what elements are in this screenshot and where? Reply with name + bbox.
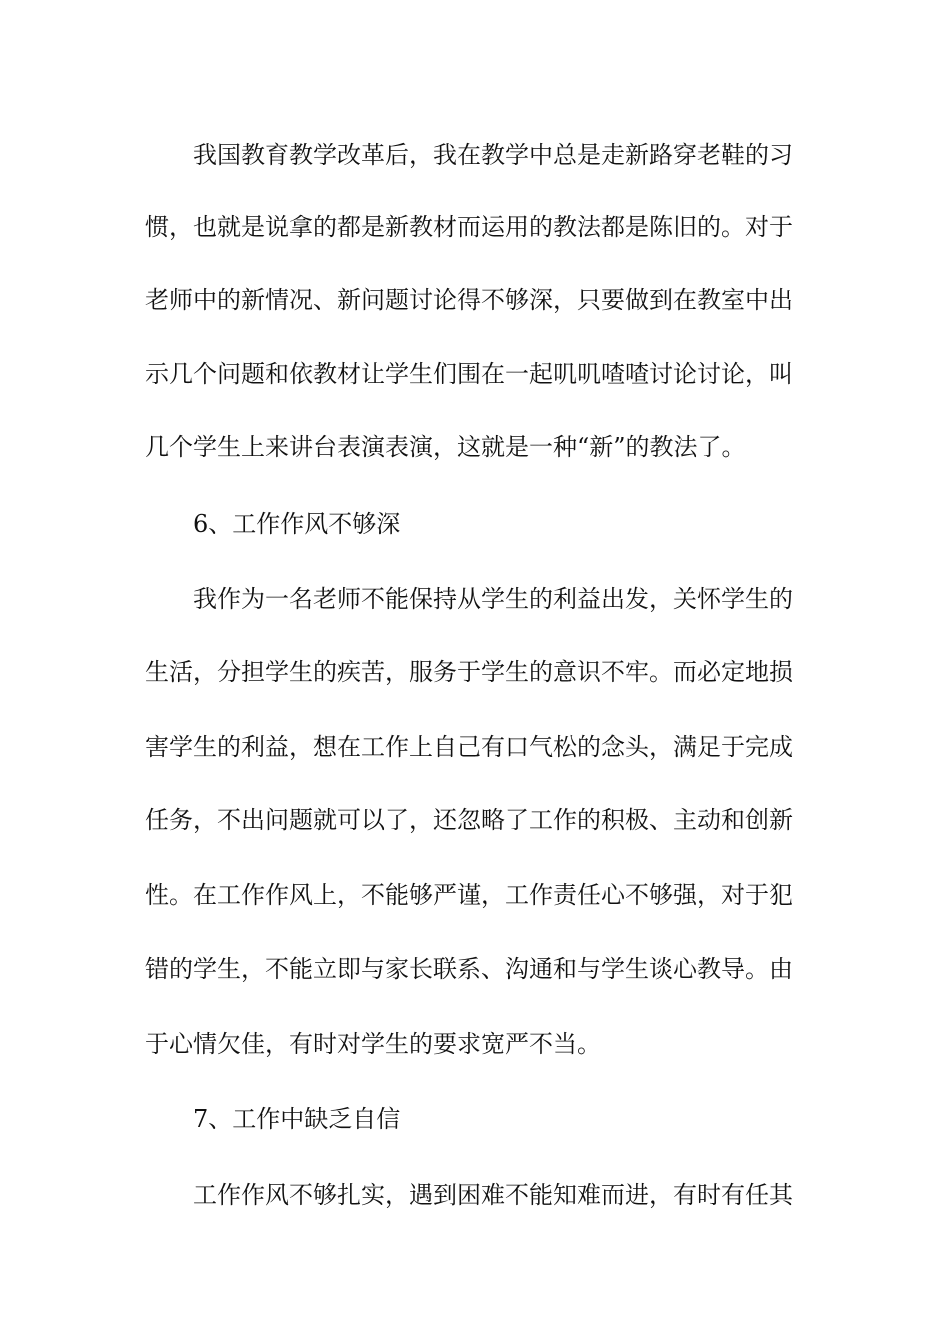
paragraph-2-line-5: 性。在工作作风上，不能够严谨，工作责任心不够强，对于犯 xyxy=(145,881,793,909)
paragraph-2-line-7: 于心情欠佳，有时对学生的要求宽严不当。 xyxy=(145,1030,601,1058)
section-heading-7: 7、工作中缺乏自信 xyxy=(193,1105,401,1133)
paragraph-1-line-3: 老师中的新情况、新问题讨论得不够深，只要做到在教室中出 xyxy=(145,286,793,314)
paragraph-1-line-1: 我国教育教学改革后，我在教学中总是走新路穿老鞋的习 xyxy=(193,141,793,169)
paragraph-3-line-1: 工作作风不够扎实，遇到困难不能知难而进，有时有任其 xyxy=(193,1181,793,1209)
paragraph-2-line-4: 任务，不出问题就可以了，还忽略了工作的积极、主动和创新 xyxy=(145,806,793,834)
paragraph-2-line-6: 错的学生，不能立即与家长联系、沟通和与学生谈心教导。由 xyxy=(145,955,793,983)
paragraph-1-line-5: 几个学生上来讲台表演表演，这就是一种“新”的教法了。 xyxy=(145,433,746,461)
paragraph-2-line-3: 害学生的利益，想在工作上自己有口气松的念头，满足于完成 xyxy=(145,733,793,761)
paragraph-2-line-1: 我作为一名老师不能保持从学生的利益出发，关怀学生的 xyxy=(193,585,793,613)
paragraph-1-line-2: 惯，也就是说拿的都是新教材而运用的教法都是陈旧的。对于 xyxy=(145,213,793,241)
paragraph-1-line-4: 示几个问题和依教材让学生们围在一起叽叽喳喳讨论讨论，叫 xyxy=(145,360,793,388)
section-heading-6: 6、工作作风不够深 xyxy=(193,510,401,538)
paragraph-2-line-2: 生活，分担学生的疾苦，服务于学生的意识不牢。而必定地损 xyxy=(145,658,793,686)
